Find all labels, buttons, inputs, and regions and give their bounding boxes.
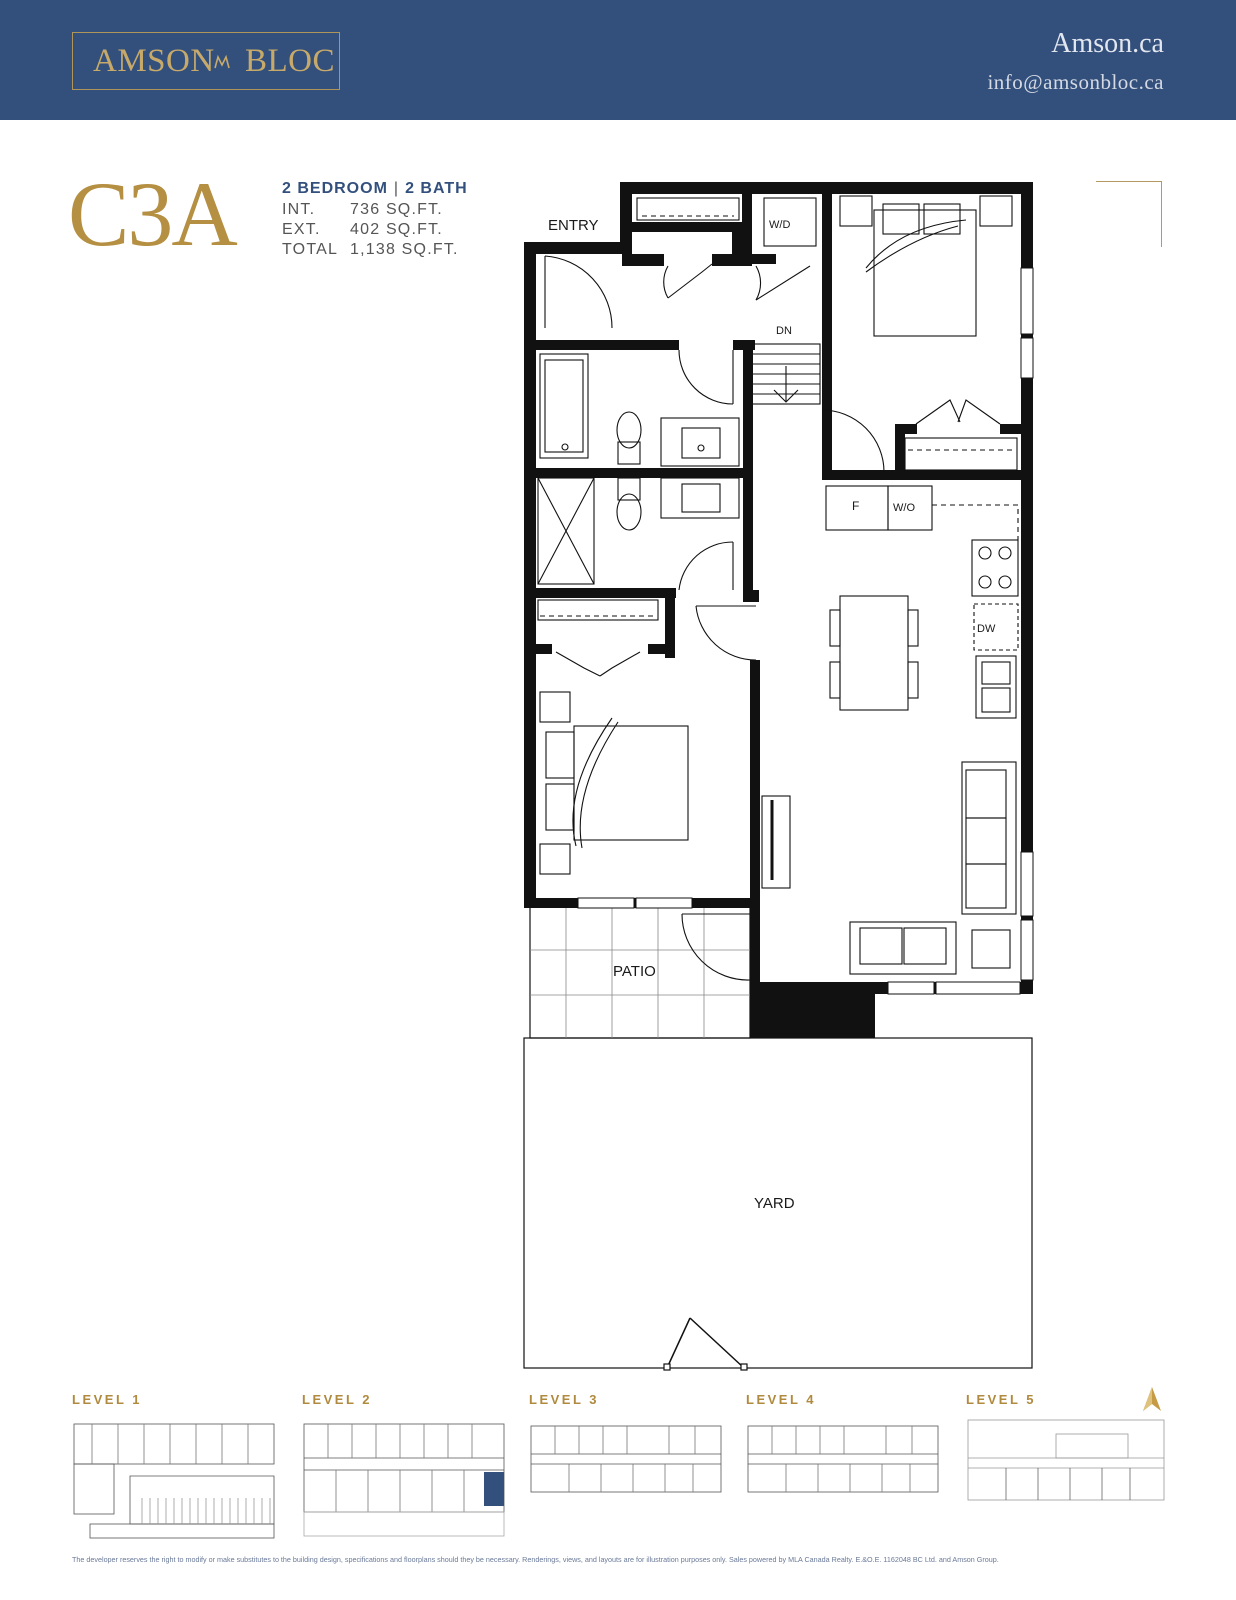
level-title: LEVEL 1 bbox=[72, 1392, 143, 1407]
unit-code: C3A bbox=[68, 163, 236, 265]
level-2-keyplan[interactable] bbox=[302, 1392, 372, 1407]
label-dw: DW bbox=[977, 623, 996, 635]
level-title: LEVEL 4 bbox=[746, 1392, 817, 1407]
level-title: LEVEL 5 bbox=[966, 1392, 1037, 1407]
website-link[interactable]: Amson.ca bbox=[1051, 28, 1164, 59]
area-label: INT. bbox=[282, 201, 316, 218]
level-title: LEVEL 2 bbox=[302, 1392, 373, 1407]
area-label: EXT. bbox=[282, 221, 321, 238]
level-2-map bbox=[302, 1416, 508, 1540]
label-entry: ENTRY bbox=[548, 217, 599, 234]
wall-group bbox=[524, 182, 1033, 1038]
level-title: LEVEL 3 bbox=[529, 1392, 600, 1407]
level-1-map bbox=[72, 1416, 278, 1540]
level-4-map bbox=[746, 1416, 942, 1516]
area-value: 1,138 SQ.FT. bbox=[350, 241, 459, 258]
label-patio: PATIO bbox=[613, 963, 656, 980]
level-keyplans bbox=[0, 1392, 1236, 1542]
level-1-keyplan[interactable] bbox=[72, 1392, 142, 1407]
email-link[interactable]: info@amsonbloc.ca bbox=[987, 70, 1164, 94]
logo-text-left: AMSON bbox=[93, 43, 215, 79]
area-label: TOTAL bbox=[282, 241, 339, 258]
area-value: 402 SQ.FT. bbox=[350, 221, 443, 238]
bath-count: 2 BATH bbox=[405, 180, 468, 197]
level-3-keyplan[interactable] bbox=[529, 1392, 599, 1407]
legal-disclaimer: The developer reserves the right to modify or make substitutes to the building design, specifications and floorplans should they be necessary. Renderings, views, and layouts are for illustration purposes only. Sales powered by MLA Canada Realty. E.&O.E. 1162048 BC Ltd. and Amson Group. bbox=[72, 1555, 999, 1564]
area-value: 736 SQ.FT. bbox=[350, 201, 443, 218]
highlighted-unit bbox=[484, 1472, 504, 1506]
label-dn: DN bbox=[776, 325, 792, 337]
bedroom-count: 2 BEDROOM bbox=[282, 180, 388, 197]
label-fridge: F bbox=[852, 499, 860, 513]
level-5-keyplan[interactable] bbox=[966, 1392, 1036, 1407]
label-yard: YARD bbox=[754, 1195, 795, 1212]
north-arrow-icon bbox=[1142, 1386, 1162, 1412]
label-wo: W/O bbox=[893, 502, 915, 514]
level-3-map bbox=[529, 1416, 725, 1516]
logo-text-right: BLOC bbox=[245, 43, 336, 79]
level-4-keyplan[interactable] bbox=[746, 1392, 816, 1407]
label-wd: W/D bbox=[769, 219, 791, 231]
level-5-map bbox=[966, 1416, 1166, 1520]
bed-bath-separator: | bbox=[393, 180, 400, 197]
